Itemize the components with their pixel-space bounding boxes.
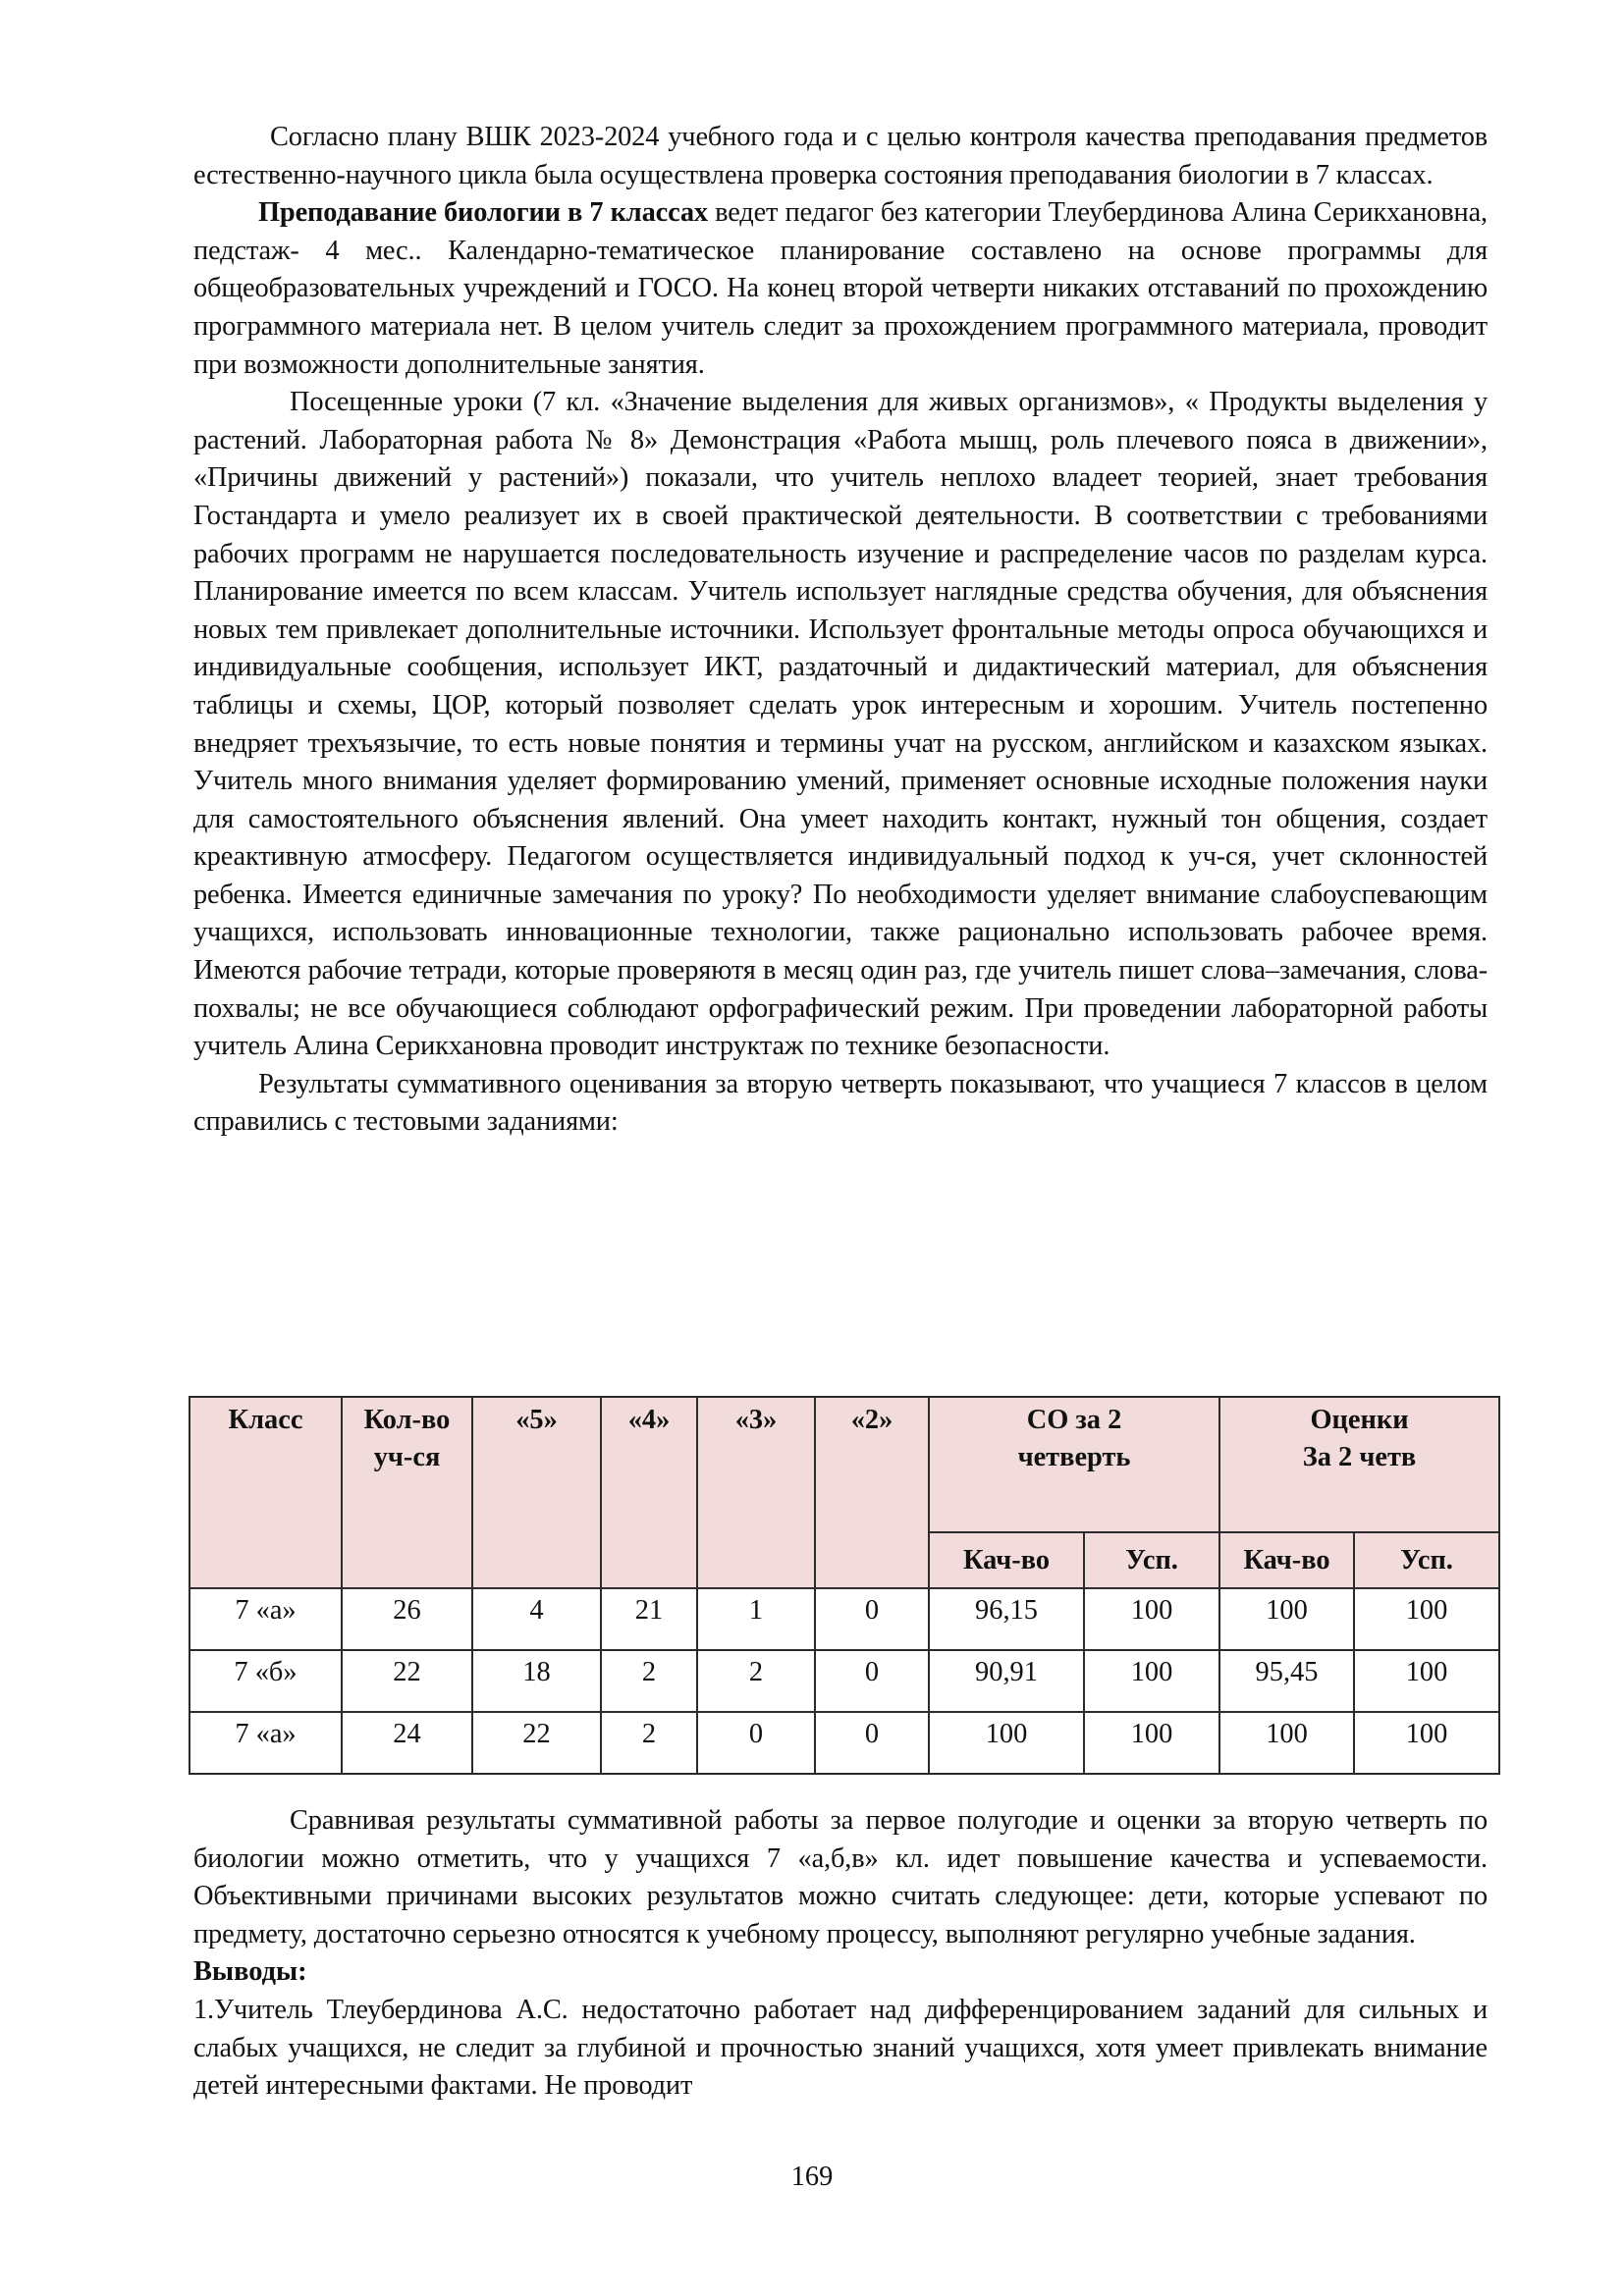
cell-count: 24 (342, 1712, 472, 1774)
cell-class: 7 «б» (189, 1650, 342, 1712)
header-grade-5: «5» (472, 1397, 601, 1588)
cell-marks-success: 100 (1354, 1650, 1499, 1712)
cell-so-quality: 100 (929, 1712, 1084, 1774)
conclusion-section (193, 1802, 1488, 2106)
cell-grade-3: 0 (697, 1712, 815, 1774)
paragraph-lessons-observed: Посещенные уроки (7 кл. «Значение выделения для живых организмов», « Продукты выделения у растений. Лабораторная работа № 8» Демонстрация «Работа мышц, роль плечевого пояса в движении», «Причины движений у растений») показали, что учитель неплохо владеет теорией, знает требования Гостандарта и умело реализует их в своей практической деятельности. В соответствии с требованиями рабочих программ не нарушается последовательность изучение и распределение часов по разделам курса. Планирование имеется по всем классам. Учитель использует наглядные средства обучения, для объяснения новых тем привлекает дополнительные источники. Использует фронтальные методы опроса обучающихся и индивидуальные сообщения, использует ИКТ, раздаточный и дидактический материал, для объяснения таблицы и схемы, ЦОР, который позволяет сделать урок интересным и хорошим. Учитель постепенно внедряет трехъязычие, то есть новые понятия и термины учат на русском, английском и казахском языках. Учитель много внимания уделяет формированию умений, применяет основные исходные положения науки для самостоятельного объяснения явлений. Она умеет находить контакт, нужный тон общения, создает креактивную атмосферу. Педагогом осуществляется индивидуальный подход к уч-ся, учет склонностей ребенка. Имеется единичные замечания по уроку? По необходимости уделяет внимание слабоуспевающим учащихся, использовать инновационные технологии, также рационально использовать рабочее время. Имеются рабочие тетради, которые проверяютя в месяц один раз, где учитель пишет слова–замечания, слова-похвалы; не все обучающиеся соблюдают орфографический режим. При проведении лабораторной работы учитель Алина Серикхановна проводит инструктаж по технике безопасности. (193, 387, 1488, 1062)
header-class: Класс (189, 1397, 342, 1588)
header-student-count (342, 1397, 472, 1588)
header-student-count-line1: Кол-во (363, 1405, 451, 1435)
cell-marks-quality: 100 (1219, 1712, 1354, 1774)
conclusion-item-1: 1.Учитель Тлеубердинова А.С. недостаточно работает над дифференцированием заданий для сильных и слабых учащихся, не следит за глубиной и прочностью знаний учащихся, хотя умеет привлекать внимание детей интересными фактами. Не проводит (193, 1994, 1488, 2102)
cell-grade-2: 0 (815, 1650, 929, 1712)
table-row (189, 1712, 1499, 1774)
paragraph-summative-intro: Результаты суммативного оценивания за вторую четверть показывают, что учащиеся 7 классов в целом справились с тестовыми заданиями: (193, 1068, 1488, 1138)
cell-so-success: 100 (1084, 1650, 1219, 1712)
cell-grade-5: 4 (472, 1588, 601, 1650)
cell-grade-4: 2 (601, 1650, 697, 1712)
header-student-count-line2: уч-ся (373, 1442, 441, 1472)
header-grade-4: «4» (601, 1397, 697, 1588)
cell-so-success: 100 (1084, 1712, 1219, 1774)
cell-marks-success: 100 (1354, 1588, 1499, 1650)
cell-grade-2: 0 (815, 1588, 929, 1650)
summative-results-table (189, 1396, 1500, 1775)
cell-grade-4: 21 (601, 1588, 697, 1650)
cell-count: 26 (342, 1588, 472, 1650)
header-marks-quarter2 (1219, 1397, 1499, 1532)
cell-marks-quality: 100 (1219, 1588, 1354, 1650)
header-marks-line2: За 2 четв (1302, 1442, 1417, 1472)
header-so-line2: четверть (1017, 1442, 1131, 1472)
cell-grade-5: 18 (472, 1650, 601, 1712)
cell-so-success: 100 (1084, 1588, 1219, 1650)
header-so-line1: СО за 2 (1026, 1405, 1122, 1435)
cell-grade-3: 2 (697, 1650, 815, 1712)
cell-marks-quality: 95,45 (1219, 1650, 1354, 1712)
paragraph-inspection-plan: Согласно плану ВШК 2023-2024 учебного года и с целью контроля качества преподавания предметов естественно-научного цикла была осуществлена проверка состояния преподавания биологии в 7 классах. (193, 122, 1488, 190)
page-number: 169 (790, 2162, 834, 2192)
header-so-success: Усп. (1084, 1532, 1219, 1588)
header-grade-2: «2» (815, 1397, 929, 1588)
document-body (193, 119, 1488, 1142)
cell-class: 7 «а» (189, 1712, 342, 1774)
cell-so-quality: 90,91 (929, 1650, 1084, 1712)
cell-class: 7 «а» (189, 1588, 342, 1650)
paragraph-teacher-info (193, 194, 1488, 384)
paragraph-teacher-info-bold: Преподавание биологии в 7 классах (258, 197, 708, 229)
table-row (189, 1650, 1499, 1712)
header-grade-3: «3» (697, 1397, 815, 1588)
cell-grade-3: 1 (697, 1588, 815, 1650)
cell-grade-2: 0 (815, 1712, 929, 1774)
header-so-quality: Кач-во (929, 1532, 1084, 1588)
table-row (189, 1588, 1499, 1650)
cell-grade-5: 22 (472, 1712, 601, 1774)
cell-count: 22 (342, 1650, 472, 1712)
conclusions-heading: Выводы: (193, 1956, 307, 1988)
cell-grade-4: 2 (601, 1712, 697, 1774)
header-so-quarter2 (929, 1397, 1219, 1532)
paragraph-comparison: Сравнивая результаты суммативной работы за первое полугодие и оценки за вторую четверть по биологии можно отметить, что у учащихся 7 «а,б,в» кл. идет повышение качества и успеваемости. Объективными причинами высоких результатов можно считать следующее: дети, которые успевают по предмету, достаточно серьезно относятся к учебному процессу, выполняют регулярно учебные задания. (193, 1805, 1488, 1949)
cell-so-quality: 96,15 (929, 1588, 1084, 1650)
cell-marks-success: 100 (1354, 1712, 1499, 1774)
header-marks-quality: Кач-во (1219, 1532, 1354, 1588)
paragraph-teacher-info-text: ведет педагог без категории Тлеубердинова Алина Серикхановна, педстаж- 4 мес.. Календарно-тематическое планирование составлено на основе программы для общеобразовательных учреждений и ГОСО. На конец второй четверти никаких отставаний по прохождению программного материала нет. В целом учитель следит за прохождением программного материала, проводит при возможности дополнительные занятия. (193, 197, 1488, 380)
table-header-row (189, 1397, 1499, 1532)
header-marks-line1: Оценки (1310, 1405, 1409, 1435)
results-table-wrapper (189, 1396, 1498, 1775)
header-marks-success: Усп. (1354, 1532, 1499, 1588)
